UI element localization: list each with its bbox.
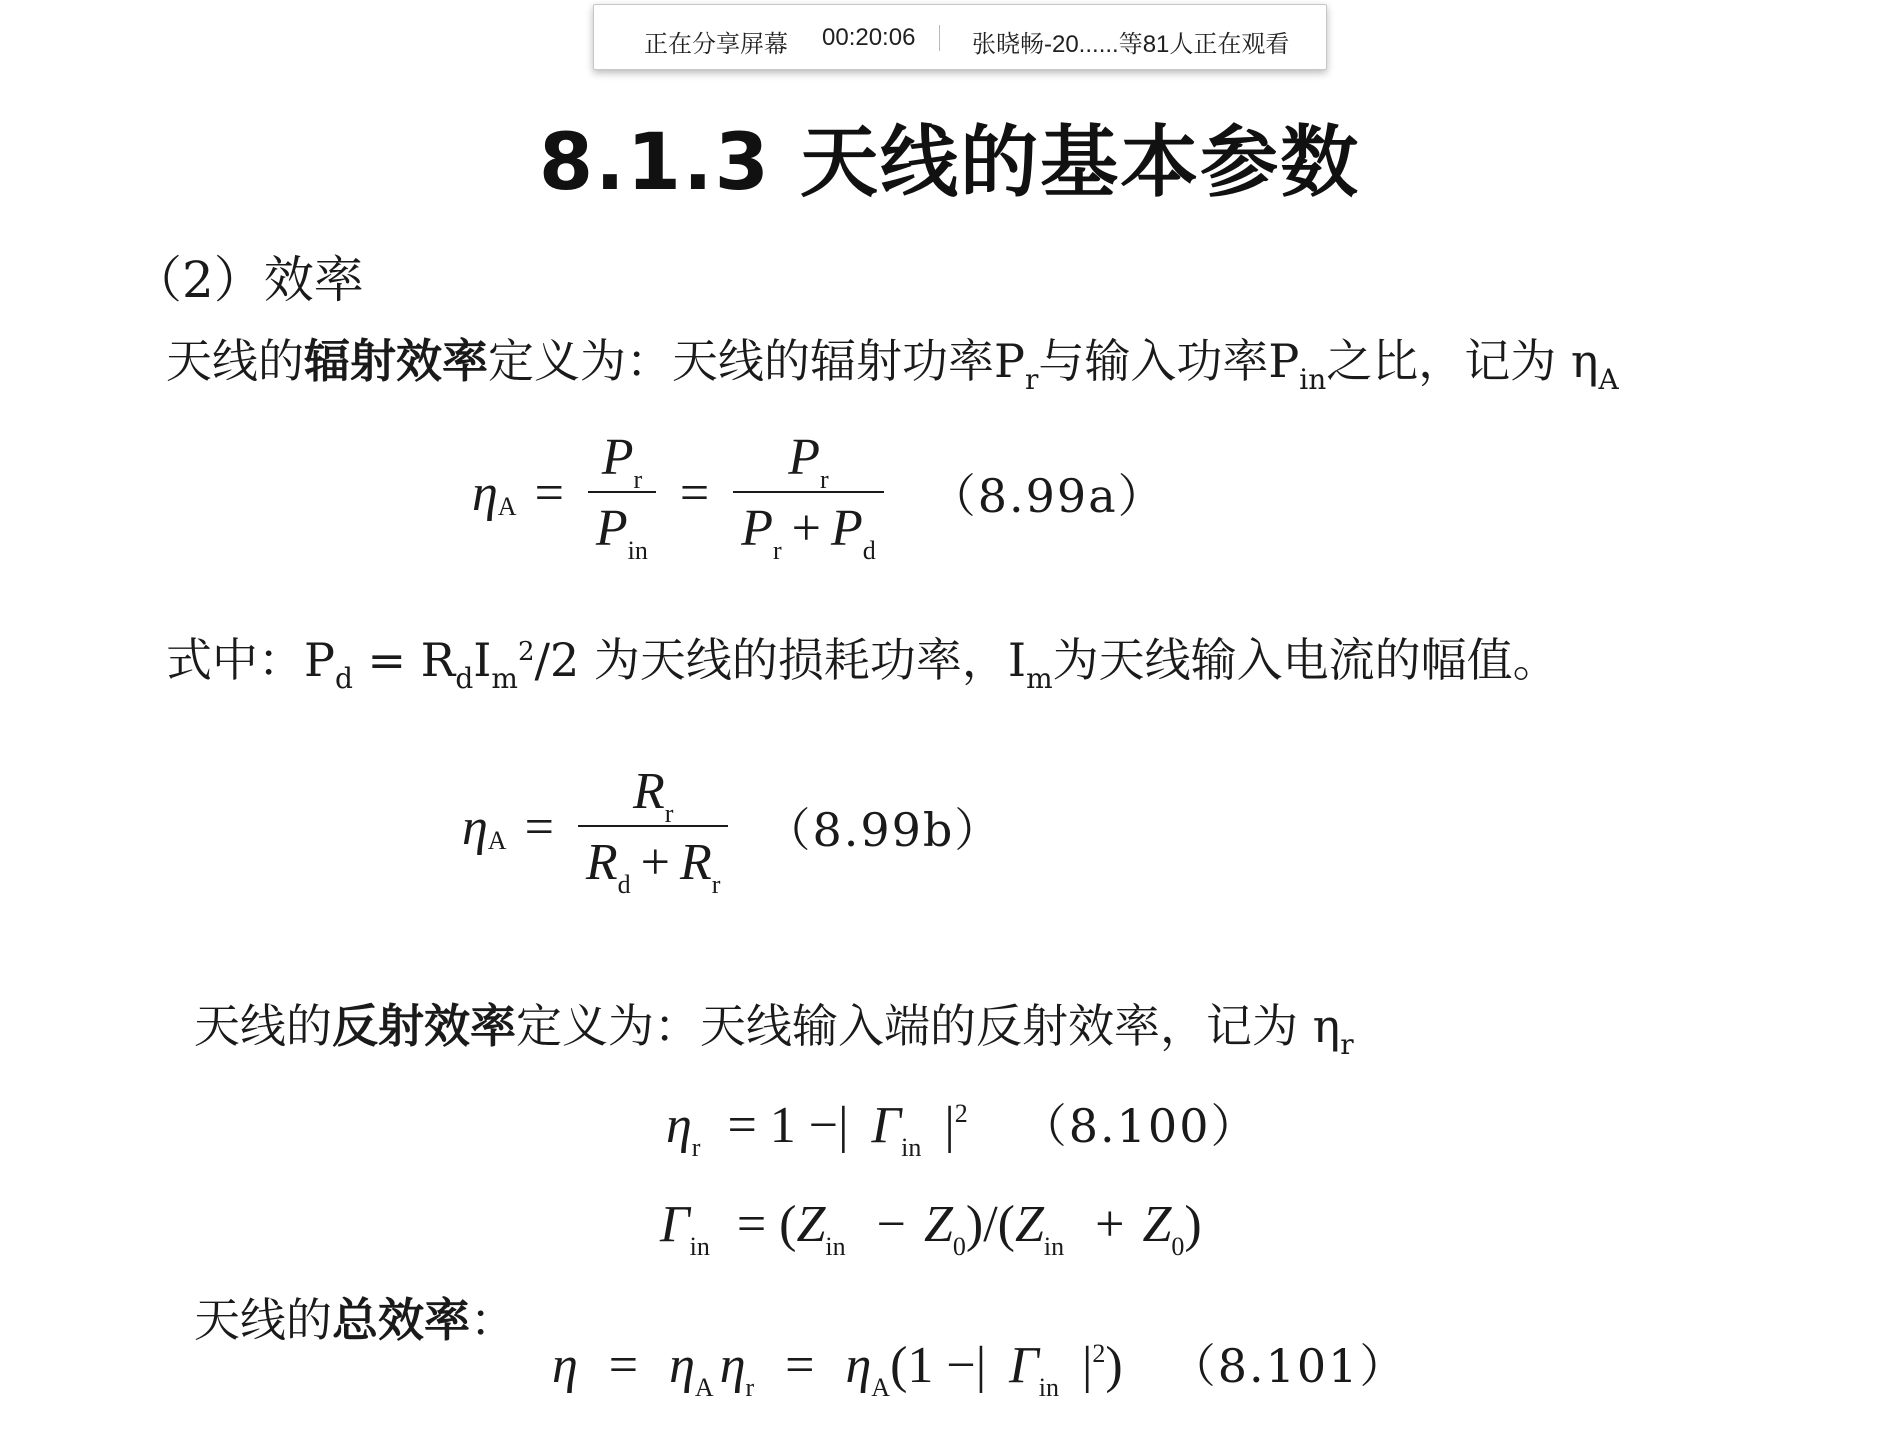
slide-title: 8.1.3 天线的基本参数 (538, 118, 1361, 208)
equation-reflection-coefficient: $\Gamma_{in} = (Z_{in} - Z_0)/(Z_{in} + Z_0)$ (660, 1196, 1202, 1261)
share-divider (939, 25, 940, 51)
fraction-rr-over-sum: $\frac{R_r}{R_d + R_r}$ (578, 762, 729, 892)
equation-8-100: $\eta_r = 1$ −| $\Gamma_{in}$ $|^2$ （8.100） (666, 1097, 1259, 1162)
total-efficiency-label: 天线的总效率： (194, 1293, 516, 1347)
share-status-text: 正在分享屏幕 (644, 31, 788, 58)
section-heading: （2）效率 (132, 251, 364, 309)
term-total-efficiency: 总效率 (332, 1293, 470, 1347)
share-timer: 00:20:06 (822, 24, 916, 51)
equation-label-8-99b: （8.99b） (764, 803, 1003, 857)
equation-8-101: $\eta = \eta_A$ $\eta_r = \eta_A(1$ −| $\Gamma_{in}$ $|^2$) （8.101） (552, 1337, 1408, 1402)
loss-power-definition: 式中：$P_d = R_dI_m^2/2$ 为天线的损耗功率，$I_m$为天线输入电流的幅值。 (166, 633, 1559, 695)
equation-label-8-101: （8.101） (1169, 1339, 1408, 1393)
equation-8-99a: η A = $\frac{P_r}{P_{in}}$ = $\frac{P_r}{P_r + P_d}$ （8.99a） (472, 429, 1166, 565)
equation-label-8-100: （8.100） (1020, 1099, 1259, 1153)
term-radiation-efficiency: 辐射效率 (304, 334, 488, 388)
equation-label-8-99a: （8.99a） (929, 469, 1166, 523)
screen-share-banner[interactable] (593, 4, 1327, 70)
term-reflection-efficiency: 反射效率 (332, 999, 516, 1053)
equation-8-99b: η A = $\frac{R_r}{R_d + R_r}$ （8.99b） (462, 763, 1003, 899)
fraction-pr-over-sum: $\frac{P_r}{P_r + P_d}$ (733, 428, 884, 558)
reflection-efficiency-definition: 天线的反射效率定义为：天线输入端的反射效率，记为 $\eta_r$ (194, 999, 1354, 1061)
radiation-efficiency-definition: 天线的辐射效率定义为：天线的辐射功率$P_r$与输入功率$P_{in}$之比，记为 $\eta_A$ (166, 334, 1619, 396)
share-viewers-count[interactable]: 张晓畅-20......等81人正在观看 (972, 31, 1290, 58)
fraction-pr-over-pin: $\frac{P_r}{P_{in}}$ (588, 428, 656, 558)
